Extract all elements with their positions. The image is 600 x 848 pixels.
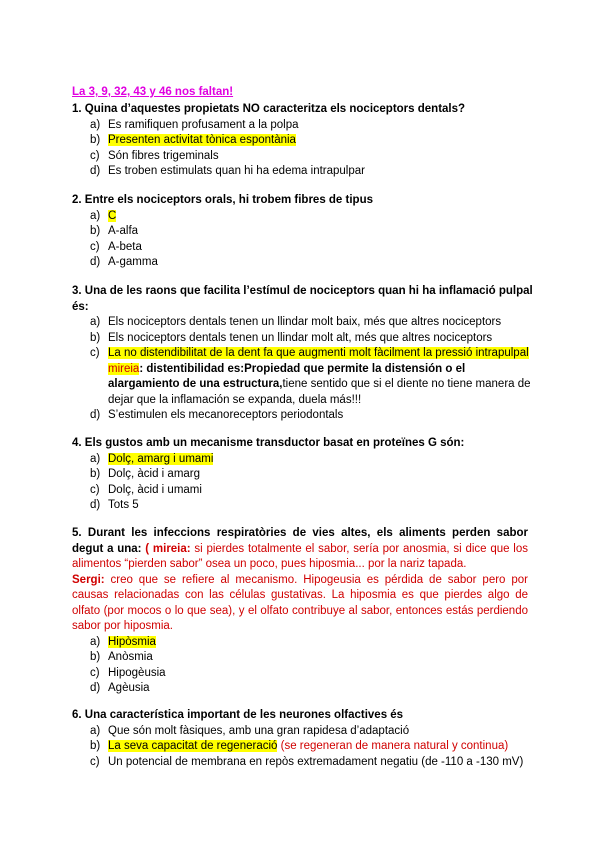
question-4	[72, 436, 532, 514]
option-d: d) S’estimulen els mecanoreceptors periodontals	[90, 409, 344, 421]
note-author: mireia	[108, 362, 140, 375]
option-b: b) A-alfa	[90, 225, 139, 237]
option-b: b) Anòsmia	[90, 651, 153, 663]
note-regeneration: (se regeneran de manera natural y continua)	[277, 740, 509, 752]
question-6	[72, 708, 534, 770]
option-b-correct: b) Presenten activitat tònica espontània	[90, 134, 296, 146]
note-mireia: si pierdes totalmente el sabor, sería por anosmia, si dice que los alimentos “pierden sabor” osea un poco, pues hiposmia... por la nariz tapada.	[72, 542, 528, 570]
note-definition: : distentibilidad es:Propiedad que permite la distensión o el alargamiento de una estructura,	[108, 362, 466, 390]
note-sergi: creo que se refiere al mecanismo. Hipogeusia es pérdida de sabor pero por causas relacionadas con las células gustativas. La hiposmia es que pierdes algo de olfato (por mocos o lo que sea), y el olfato contribuye al sabor, entonces estás perdiendo sabor por hiposmia.	[72, 573, 528, 632]
question-3	[72, 284, 534, 424]
option-a: a) Que són molt fàsiques, amb una gran rapidesa d’adaptació	[90, 724, 410, 737]
question-title: 5. Durant les infeccions respiratòries de vies altes, els aliments perden sabor degut a una:	[72, 527, 528, 555]
option-b: b) Dolç, àcid i amarg	[90, 468, 201, 480]
option-b: b) Els nociceptors dentals tenen un llindar molt alt, més que altres nociceptors	[90, 331, 493, 344]
question-title: 4. Els gustos amb un mecanisme transductor basat en proteïnes G són:	[72, 437, 465, 449]
option-a: a) Els nociceptors dentals tenen un llindar molt baix, més que altres nociceptors	[90, 316, 502, 328]
question-title: 1. Quina d’aquestes propietats NO caracteritza els nociceptors dentals?	[72, 103, 466, 115]
question-2	[72, 193, 532, 271]
header-note: La 3, 9, 32, 43 y 46 nos faltan!	[72, 86, 234, 98]
option-d: d) Es troben estimulats quan hi ha edema intrapulpar	[90, 165, 365, 177]
question-5	[72, 526, 528, 697]
option-b-correct: b) La seva capacitat de regeneració (se regeneran de manera natural y continua)	[90, 740, 509, 752]
option-c: c) Són fibres trigeminals	[90, 149, 219, 162]
question-title: 6. Una característica important de les neurones olfactives és	[72, 709, 404, 721]
note-comment: tiene sentido que si el diente no tiene manera de dejar que la inflamación se expanda, duela más!!!	[108, 378, 531, 406]
option-c-correct: c) La no distendibilitat de la dent fa que augmenti molt fàcilment la pressió intrapulpal mireia: distentibilidad es:Propiedad que permite la distensión o el alargamiento de una estructura,tiene sentido que si el diente no tiene manera de dejar que la inflamación se expanda, duela más!!!	[90, 347, 531, 406]
option-d: d) A-gamma	[90, 256, 158, 268]
question-1	[72, 102, 532, 180]
option-c: c) Dolç, àcid i umami	[90, 483, 202, 496]
question-title: 3. Una de les raons que facilita l’estímul de nociceptors quan hi ha inflamació pulpal és:	[72, 285, 533, 313]
option-c: c) Un potencial de membrana en repòs extremadament negatiu (de -110 a -130 mV)	[90, 755, 524, 768]
question-title: 2. Entre els nociceptors orals, hi trobem fibres de tipus	[72, 194, 373, 206]
option-a: a) Es ramifiquen profusament a la polpa	[90, 118, 299, 131]
option-d: d) Agèusia	[90, 682, 150, 694]
note-author-mireia: ( mireia:	[145, 542, 191, 555]
option-a-correct: a) Dolç, amarg i umami	[90, 452, 214, 465]
option-c: c) Hipogèusia	[90, 666, 166, 679]
option-a-correct: a) C	[90, 209, 117, 222]
note-author-sergi: Sergi:	[72, 573, 105, 586]
option-c: c) A-beta	[90, 240, 142, 253]
question-5-body	[72, 526, 528, 573]
note-sergi-block	[72, 573, 528, 635]
option-d: d) Tots 5	[90, 499, 139, 511]
option-a-correct: a) Hipòsmia	[90, 635, 156, 648]
